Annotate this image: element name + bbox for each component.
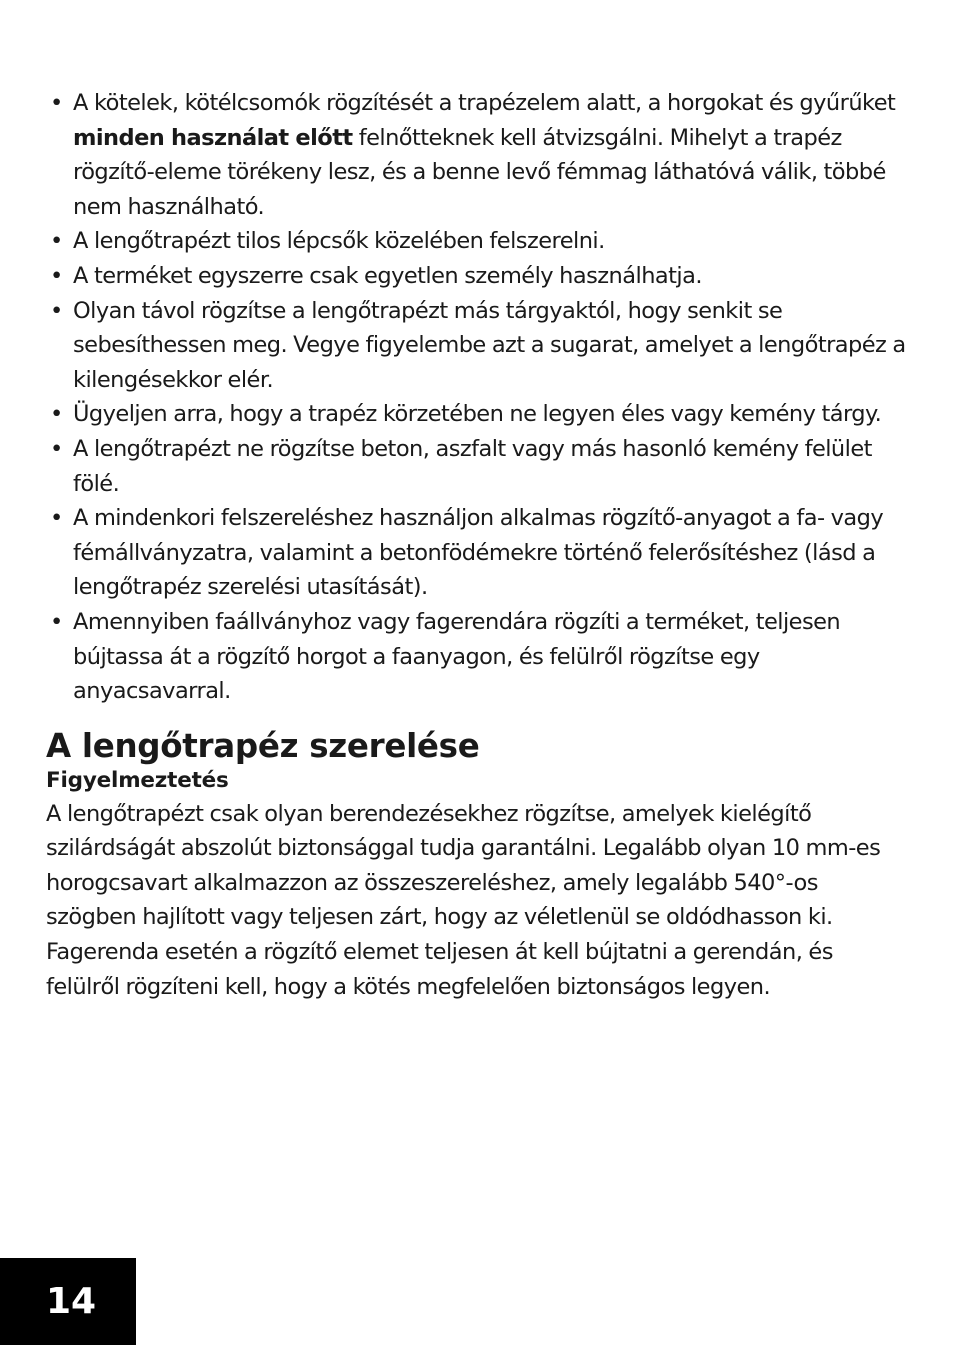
- section-heading: A lengőtrapéz szerelése: [46, 726, 480, 765]
- list-item: [46, 259, 908, 294]
- list-item: [46, 501, 908, 605]
- list-item: [46, 605, 908, 709]
- safety-bullet-list: [46, 86, 908, 709]
- list-item-text: A terméket egyszerre csak egyetlen személy használhatja.: [73, 262, 702, 289]
- bullet-icon: •: [50, 90, 63, 116]
- list-item-text: A lengőtrapézt tilos lépcsők közelében felszerelni.: [73, 228, 605, 255]
- list-item-text: Amennyiben faállványhoz vagy fagerendára rögzíti a terméket, teljesen bújtassa át a rögzítő horgot a faanyagon, és felülről rögzítse egy anyacsavarral.: [73, 608, 841, 705]
- bullet-icon: •: [50, 228, 63, 255]
- warning-paragraph: A lengőtrapézt csak olyan berendezésekhez rögzítse, amelyek kielégítő szilárdságát abszolút biztonsággal tudja garantálni. Legalább olyan 10 mm-es horogcsavart alkalmazzon az összeszereléshez, amely legalább 540°-os szögben hajlított vagy teljesen zárt, hogy az véletlenül se oldódhasson ki. Fagerenda esetén a rögzítő elemet teljesen át kell bújtatni a gerendán, és felülről rögzíteni kell, hogy a kötés megfelelően biztonságos legyen.: [46, 800, 881, 1000]
- bullet-icon: •: [50, 505, 63, 532]
- list-item: [46, 397, 908, 432]
- list-item: [46, 224, 908, 259]
- list-item-text: A lengőtrapézt ne rögzítse beton, aszfalt vagy más hasonló kemény felület fölé.: [73, 435, 872, 497]
- list-item-text: Olyan távol rögzítse a lengőtrapézt más tárgyaktól, hogy senkit se sebesíthessen meg. Vegye figyelembe azt a sugarat, amelyet a lengőtrapéz a kilengésekkor elér.: [73, 297, 906, 393]
- list-item-text: A mindenkori felszereléshez használjon alkalmas rögzítő-anyagot a fa- vagy fémállványzatra, valamint a betonfödémekre történő felerősítéshez (lásd a lengőtrapéz szerelési utasítását).: [73, 505, 884, 601]
- list-item: [46, 294, 908, 398]
- list-item-emphasis: minden használat előtt: [73, 124, 353, 151]
- page-number: 14: [46, 1281, 97, 1322]
- bullet-icon: •: [50, 608, 63, 635]
- list-item-text-before: A kötelek, kötélcsomók rögzítését a trapézelem alatt, a horgokat és gyűrűket: [73, 90, 896, 116]
- list-item-text: Ügyeljen arra, hogy a trapéz körzetében ne legyen éles vagy kemény tárgy.: [73, 401, 882, 428]
- list-item-text-after: felnőtteknek kell átvizsgálni. Mihelyt a trapéz rögzítő-eleme törékeny lesz, és a benne levő fémmag láthatóvá válik, többé nem használható.: [73, 124, 886, 220]
- bullet-icon: •: [50, 435, 63, 462]
- bullet-icon: •: [50, 401, 63, 428]
- page-number-tab: [0, 1258, 136, 1345]
- page-content: [46, 86, 908, 1004]
- warning-subheading: Figyelmeztetés: [46, 767, 229, 793]
- list-item: [46, 86, 908, 224]
- list-item: [46, 432, 908, 501]
- bullet-icon: •: [50, 297, 63, 324]
- bullet-icon: •: [50, 262, 63, 289]
